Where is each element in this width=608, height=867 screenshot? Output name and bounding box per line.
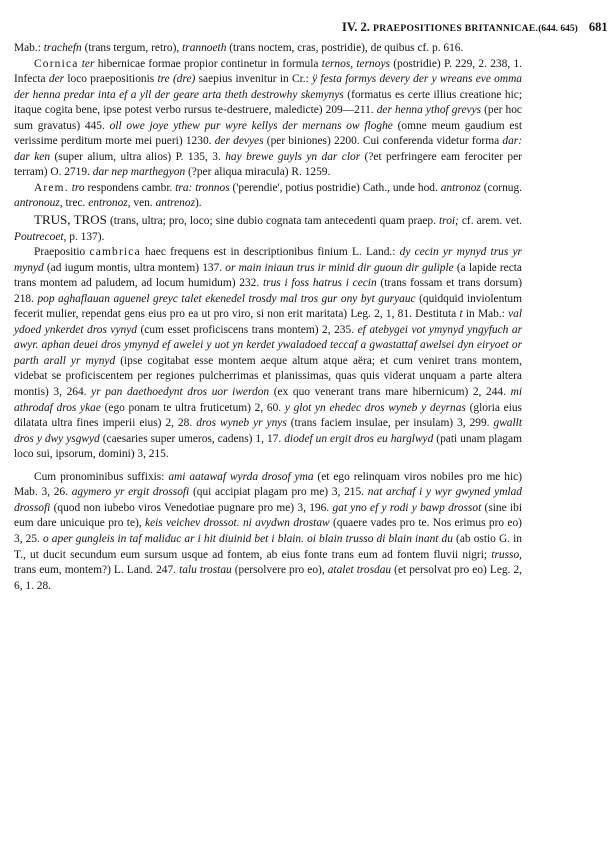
italic-run: agymero yr ergit drossofi bbox=[71, 486, 190, 499]
italic-run: troi; bbox=[439, 215, 459, 228]
text-run: (gloria eius dilatata ultra fines imperii eius) 2, 28. bbox=[14, 401, 522, 430]
italic-run: oll owe joye ythew pur wyre kellys der mernans ow floghe bbox=[109, 119, 393, 132]
text-run: (sine ibi eum dare unicuique pro te), bbox=[14, 501, 522, 530]
italic-run: gwallt dros y dwy ysgwyd bbox=[14, 417, 522, 445]
text-run: (ipse cogitabat esse montem aeque altum atque aëra; et cum veniret trans montem, videbat se proficiscentem per regiones pulcherrimas et planissimas, quas quis viderat unquam a parte altera montis) 3, 264. bbox=[14, 354, 522, 399]
text-run: ). bbox=[195, 197, 202, 210]
page-refs: (644. 645) bbox=[538, 24, 578, 34]
text-run: (pati unam plagam loco sui, ipsorum, domini) 3, 215. bbox=[14, 432, 522, 461]
text-run: (quaere vades pro te. Nos erimus pro eo) 3, 25. bbox=[14, 517, 522, 545]
text-run: trec. bbox=[62, 197, 89, 210]
italic-run: antronoz bbox=[440, 181, 481, 194]
paragraph-p3 bbox=[14, 181, 522, 212]
running-head-left bbox=[342, 20, 538, 37]
italic-run: ternos, ternoys bbox=[321, 57, 390, 70]
text-run: saepius invenitur in Cr.: bbox=[195, 73, 313, 86]
italic-run: der bbox=[48, 73, 65, 86]
text-run: (per biniones) 2200. Cui conferenda videtur forma bbox=[263, 135, 503, 148]
text-run: Arem. bbox=[34, 181, 69, 194]
italic-run: tre (dre) bbox=[157, 73, 196, 86]
text-run: (ex quo venerant trans mare hibernicum) 2, 244. bbox=[269, 386, 511, 399]
text-run: (et persolvat pro eo) Leg. 2, 6, 1. 28. bbox=[14, 564, 523, 592]
text-run: (ad iugum montis, ultra montem) 137. bbox=[43, 261, 226, 274]
text-run: (trans noctem, cras, postridie), de quibus cf. p. 616. bbox=[226, 42, 464, 54]
italic-run: dar: dar ken bbox=[14, 135, 522, 163]
text-run: TRUS, TROS bbox=[34, 212, 107, 228]
italic-run: dros wyneb yr ynys bbox=[196, 417, 287, 430]
italic-run: der henna ythof grevys bbox=[376, 104, 482, 117]
text-run: trans eum, montem?) L. Land. 247. bbox=[14, 564, 180, 577]
paragraph-p4 bbox=[14, 212, 522, 245]
text-run: (et ego relinquam viros nobiles pro me hic) Mab. 3, 26. bbox=[14, 470, 522, 499]
text-run: cf. arem. vet. bbox=[458, 215, 523, 228]
text-run: (cornug. bbox=[480, 181, 523, 194]
italic-run: tro bbox=[71, 181, 85, 194]
section-number: IV. 2. bbox=[342, 20, 370, 34]
italic-run: Poutrecoet, bbox=[14, 230, 67, 243]
italic-run: talu trostau bbox=[179, 564, 232, 577]
italic-run: mi athrodaf dros ykae bbox=[14, 386, 522, 414]
italic-run: dar nep marthegyon bbox=[92, 166, 186, 179]
text-run: respondens cambr. bbox=[84, 181, 176, 194]
italic-run: ter bbox=[81, 57, 95, 70]
text-run: (quod non iubebo viros Venedotiae pugnare pro me) 3, 196. bbox=[50, 501, 333, 514]
italic-run: hay brewe guyls yn dar clor bbox=[225, 150, 361, 163]
text-run: (super alium, ultra alios) P. 135, 3. bbox=[50, 150, 226, 163]
italic-run: y glot yn ehedec dros wyneb y deyrnas bbox=[284, 401, 466, 414]
text-run: (persolvere pro eo), bbox=[231, 564, 328, 577]
text-run: (qui accipiat plagam pro me) 3, 215. bbox=[189, 486, 368, 499]
italic-run: atalet trosdau bbox=[327, 564, 392, 577]
text-run: (postridie) P. 229, 2. 238, 1. Infecta bbox=[14, 57, 522, 86]
text-run: (?et perfringere eam ferociter per terram) O. 2719. bbox=[14, 150, 522, 179]
text-run: (a lapide recta trans montem ad paludem, ad locum humidum) 232. bbox=[14, 261, 522, 290]
text-run: Praepositio bbox=[34, 246, 90, 259]
italic-run: dy cecin yr mynyd trus yr mynyd bbox=[14, 246, 522, 274]
italic-run: nat archaf i y wyr gwyned ymlad drossofi bbox=[14, 486, 522, 514]
text-run: (caesaries super umeros, cadens) 1, 17. bbox=[99, 432, 285, 445]
running-title: PRAEPOSITIONES BRITANNICAE. bbox=[373, 23, 539, 34]
text-run: (omne meum gaudium est verissime perditum morte mei pueri) 1230. bbox=[14, 119, 522, 148]
text-run: (per hoc sum gravatus) 445. bbox=[14, 104, 522, 132]
italic-run: or main iniaun trus ir minid dir guoun dir guliple bbox=[225, 261, 454, 274]
text-run: (formatus es certe illius creatione hic; itaque cogita bene, ipse potest verbo rursus te-destruere, maledicte) 209—211. bbox=[14, 88, 522, 117]
text-run: (cum esset proficiscens trans montem) 2, 235. bbox=[136, 323, 358, 336]
italic-run: trus i foss hatrus i cecin bbox=[262, 277, 377, 290]
italic-run: t bbox=[459, 308, 463, 321]
text-run: Mab.: bbox=[14, 42, 44, 54]
running-head bbox=[0, 20, 608, 37]
paragraph-p2 bbox=[14, 57, 522, 181]
text-run: p. 137). bbox=[66, 230, 105, 243]
italic-run: keis veichev drossot. ni avydwn drostaw bbox=[145, 517, 330, 530]
text-run: (ego ponam te ultra fruticetum) 2, 60. bbox=[100, 401, 285, 414]
text-run: (trans faciem insulae, per insulam) 3, 299. bbox=[286, 417, 494, 430]
italic-run: ÿ festa formys devery der y wreans eve omma der henna predar inta ef a yll der geare arta theth destrowhy skemynys bbox=[14, 73, 522, 101]
text-run: in Mab.: bbox=[462, 308, 509, 321]
italic-run: antronouz, bbox=[14, 197, 63, 210]
paragraph-p5 bbox=[14, 245, 522, 463]
italic-run: ami aatawaf wyrda drosof yma bbox=[168, 470, 314, 483]
italic-run: trannoeth bbox=[182, 42, 227, 54]
running-head-right bbox=[538, 20, 607, 38]
italic-run: o aper gungleis in taf maliduc ar i hit diuinid bet i blain. oi blain trusso di blain inant du bbox=[43, 532, 453, 545]
text-run: (quidquid inviolentum fecerit mulier, rependat gens eius pro ea ut pro viro, si non erit maritata) Leg. 2, 1, 81. Destituta bbox=[14, 292, 522, 321]
italic-run: der devyes bbox=[214, 135, 264, 148]
italic-run: trachefn bbox=[43, 42, 82, 54]
text-run: haec frequens est in descriptionibus finium L. Land.: bbox=[140, 246, 400, 259]
text-run: loco praepositionis bbox=[64, 73, 158, 86]
body-text bbox=[14, 41, 522, 594]
text-run: (ab ostio G. in T., ut ducit secundum eum sursum usque ad fontem, ab eius fonte trans eum ad fontem fluvii nigri; bbox=[14, 532, 522, 561]
italic-run: diodef un ergit dros eu harglwyd bbox=[284, 432, 434, 445]
italic-run: antrenoz bbox=[155, 197, 196, 210]
text-run: Cum pronominibus suffixis: bbox=[34, 470, 169, 483]
text-run: (?per aliqua miracula) R. 1259. bbox=[185, 166, 331, 179]
italic-run: yr pan daethoedynt dros uor iwerdon bbox=[91, 386, 270, 399]
page-number: 681 bbox=[588, 20, 608, 34]
text-run: cambrica bbox=[89, 246, 141, 259]
text-run: ('perendie', potius postridie) Cath., unde hod. bbox=[229, 181, 441, 194]
text-run: ven. bbox=[130, 197, 156, 210]
italic-run: ef atebygei vot ymynyd yngyfuch ar awyr. aphan deuei dros ymynyd ef awelei y uot yn kerdet ywaladoed teccaf a gwastattaf awelsei dyn eiryoet or parth arall yr mynyd bbox=[14, 323, 523, 367]
text-run: (trans fossam et trans dorsum) 218. bbox=[14, 277, 522, 305]
italic-run: val ydoed ynkerdet dros vynyd bbox=[14, 308, 522, 336]
italic-run: pop aghaflauan aguenel greyc talet ekenedel trosdy mal tros gur ony byt guryauc bbox=[37, 292, 416, 305]
text-run: hibernicae formae propior continetur in formula bbox=[94, 57, 322, 70]
text-run: (trans, ultra; pro, loco; sine dubio cognata tam antecedenti quam praep. bbox=[106, 215, 440, 228]
text-run: Cornica bbox=[34, 57, 79, 70]
italic-run: gat yno ef y rodi y bawp drossot bbox=[332, 501, 482, 514]
italic-run: trusso, bbox=[491, 548, 522, 561]
italic-run: tra: tronnos bbox=[175, 181, 230, 194]
paragraph-p6 bbox=[14, 470, 522, 594]
italic-run: entronoz, bbox=[88, 197, 131, 210]
text-run: (trans tergum, retro), bbox=[81, 42, 183, 54]
paragraph-p1 bbox=[14, 41, 522, 57]
